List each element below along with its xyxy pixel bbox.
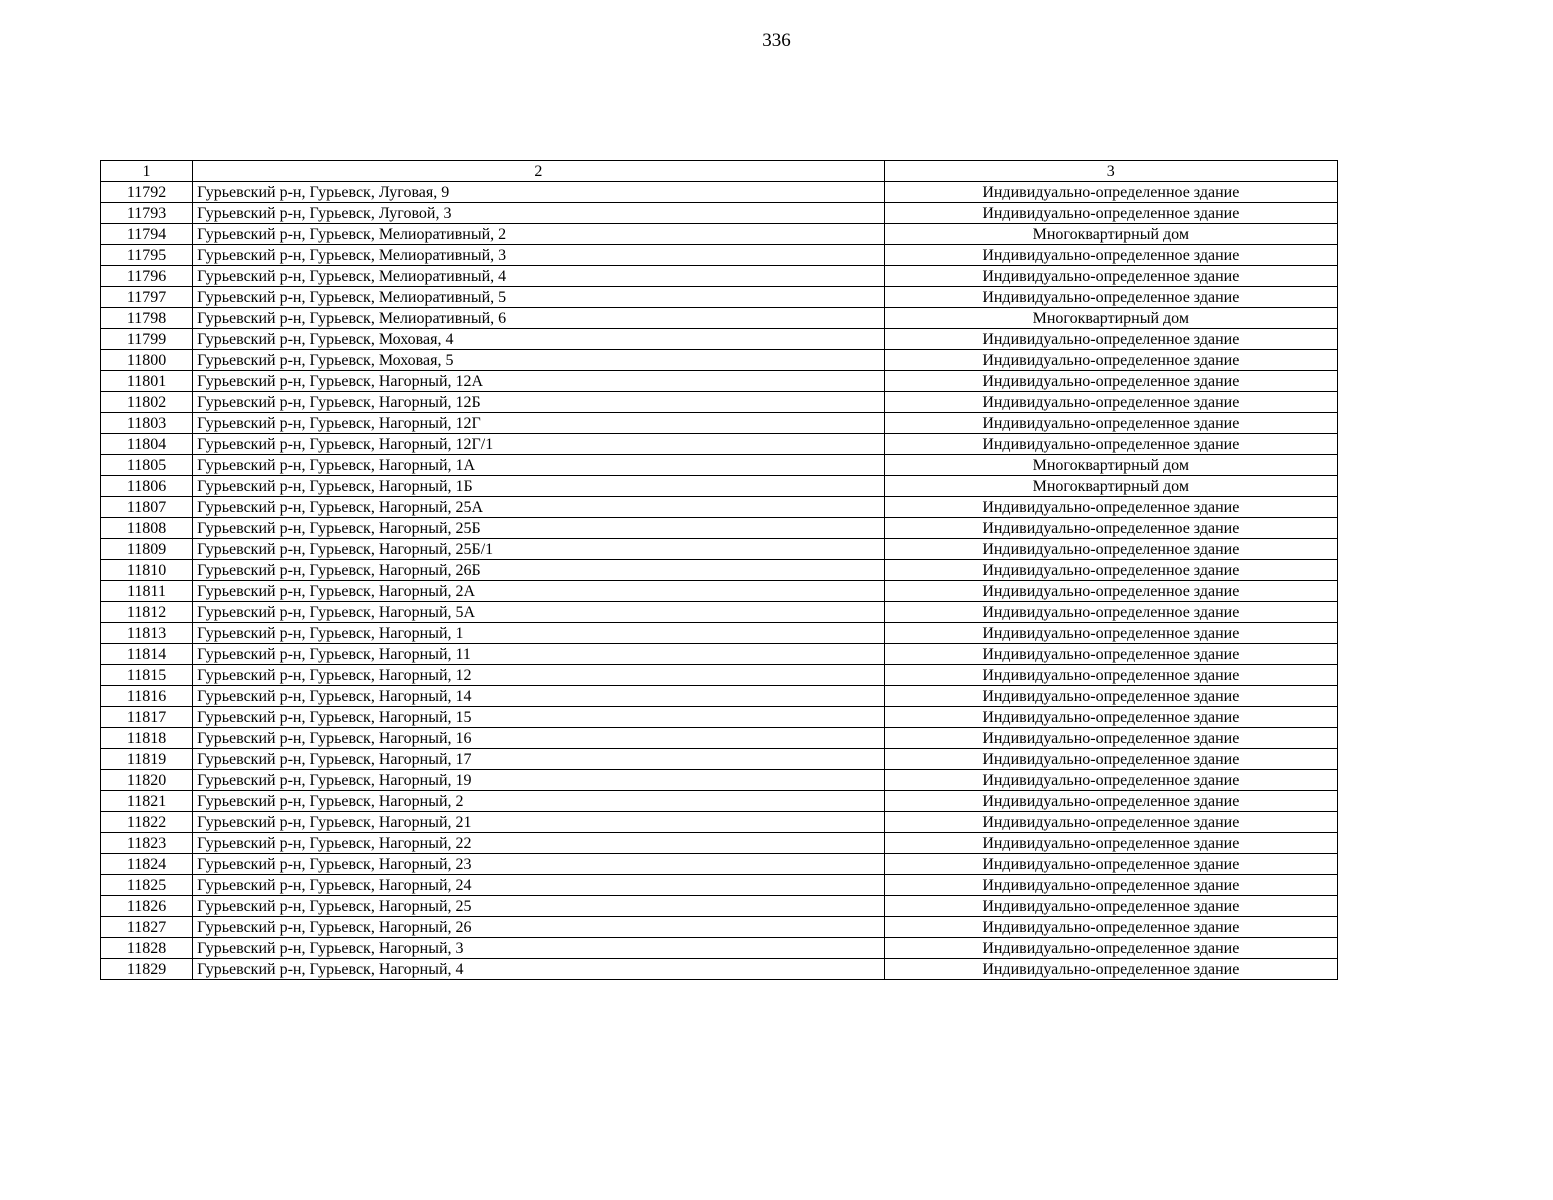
table-row — [101, 707, 1338, 728]
row-number-cell: 11808 — [101, 518, 193, 539]
table-row — [101, 371, 1338, 392]
building-type-cell: Индивидуально-определенное здание — [884, 413, 1337, 434]
row-number-cell: 11803 — [101, 413, 193, 434]
row-number-cell: 11819 — [101, 749, 193, 770]
address-cell: Гурьевский р-н, Гурьевск, Нагорный, 5А — [193, 602, 885, 623]
building-type-cell: Индивидуально-определенное здание — [884, 812, 1337, 833]
address-cell: Гурьевский р-н, Гурьевск, Нагорный, 25Б — [193, 518, 885, 539]
building-type-cell: Индивидуально-определенное здание — [884, 371, 1337, 392]
row-number-cell: 11801 — [101, 371, 193, 392]
row-number-cell: 11821 — [101, 791, 193, 812]
row-number-cell: 11810 — [101, 560, 193, 581]
table-row — [101, 917, 1338, 938]
address-cell: Гурьевский р-н, Гурьевск, Нагорный, 3 — [193, 938, 885, 959]
row-number-cell: 11820 — [101, 770, 193, 791]
table-body — [101, 161, 1338, 980]
row-number-cell: 11805 — [101, 455, 193, 476]
table-row — [101, 938, 1338, 959]
address-cell: Гурьевский р-н, Гурьевск, Мелиоративный, 3 — [193, 245, 885, 266]
table-row — [101, 392, 1338, 413]
registry-table — [100, 160, 1338, 980]
building-type-cell: Индивидуально-определенное здание — [884, 959, 1337, 980]
building-type-cell: Индивидуально-определенное здание — [884, 665, 1337, 686]
row-number-cell: 11794 — [101, 224, 193, 245]
table-row — [101, 203, 1338, 224]
table-row — [101, 728, 1338, 749]
row-number-cell: 11798 — [101, 308, 193, 329]
table-row — [101, 665, 1338, 686]
row-number-cell: 11800 — [101, 350, 193, 371]
row-number-cell: 11828 — [101, 938, 193, 959]
address-cell: Гурьевский р-н, Гурьевск, Моховая, 4 — [193, 329, 885, 350]
table-row — [101, 581, 1338, 602]
table-row — [101, 308, 1338, 329]
building-type-cell: Индивидуально-определенное здание — [884, 182, 1337, 203]
table-row — [101, 224, 1338, 245]
column-header-2: 2 — [193, 161, 885, 182]
column-header-1: 1 — [101, 161, 193, 182]
table-row — [101, 644, 1338, 665]
building-type-cell: Индивидуально-определенное здание — [884, 833, 1337, 854]
table-row — [101, 476, 1338, 497]
row-number-cell: 11797 — [101, 287, 193, 308]
address-cell: Гурьевский р-н, Гурьевск, Нагорный, 14 — [193, 686, 885, 707]
row-number-cell: 11807 — [101, 497, 193, 518]
table-row — [101, 602, 1338, 623]
row-number-cell: 11814 — [101, 644, 193, 665]
table-row — [101, 539, 1338, 560]
row-number-cell: 11793 — [101, 203, 193, 224]
row-number-cell: 11806 — [101, 476, 193, 497]
table-row — [101, 833, 1338, 854]
address-cell: Гурьевский р-н, Гурьевск, Нагорный, 12Г — [193, 413, 885, 434]
address-cell: Гурьевский р-н, Гурьевск, Нагорный, 1 — [193, 623, 885, 644]
address-cell: Гурьевский р-н, Гурьевск, Мелиоративный, 6 — [193, 308, 885, 329]
table-row — [101, 434, 1338, 455]
column-header-3: 3 — [884, 161, 1337, 182]
address-cell: Гурьевский р-н, Гурьевск, Нагорный, 11 — [193, 644, 885, 665]
building-type-cell: Индивидуально-определенное здание — [884, 266, 1337, 287]
address-cell: Гурьевский р-н, Гурьевск, Нагорный, 12 — [193, 665, 885, 686]
building-type-cell: Многоквартирный дом — [884, 224, 1337, 245]
building-type-cell: Индивидуально-определенное здание — [884, 854, 1337, 875]
building-type-cell: Индивидуально-определенное здание — [884, 245, 1337, 266]
address-cell: Гурьевский р-н, Гурьевск, Нагорный, 12Б — [193, 392, 885, 413]
row-number-cell: 11822 — [101, 812, 193, 833]
table-row — [101, 560, 1338, 581]
address-cell: Гурьевский р-н, Гурьевск, Нагорный, 12А — [193, 371, 885, 392]
table-row — [101, 812, 1338, 833]
building-type-cell: Многоквартирный дом — [884, 455, 1337, 476]
table-row — [101, 497, 1338, 518]
table-row — [101, 623, 1338, 644]
building-type-cell: Индивидуально-определенное здание — [884, 434, 1337, 455]
row-number-cell: 11813 — [101, 623, 193, 644]
building-type-cell: Индивидуально-определенное здание — [884, 686, 1337, 707]
row-number-cell: 11799 — [101, 329, 193, 350]
table-row — [101, 329, 1338, 350]
row-number-cell: 11792 — [101, 182, 193, 203]
address-cell: Гурьевский р-н, Гурьевск, Луговая, 9 — [193, 182, 885, 203]
table-row — [101, 182, 1338, 203]
address-cell: Гурьевский р-н, Гурьевск, Нагорный, 4 — [193, 959, 885, 980]
address-cell: Гурьевский р-н, Гурьевск, Мелиоративный, 4 — [193, 266, 885, 287]
address-cell: Гурьевский р-н, Гурьевск, Нагорный, 26 — [193, 917, 885, 938]
address-cell: Гурьевский р-н, Гурьевск, Нагорный, 16 — [193, 728, 885, 749]
building-type-cell: Индивидуально-определенное здание — [884, 329, 1337, 350]
page-number: 336 — [762, 30, 791, 51]
address-cell: Гурьевский р-н, Гурьевск, Луговой, 3 — [193, 203, 885, 224]
row-number-cell: 11826 — [101, 896, 193, 917]
table-row — [101, 770, 1338, 791]
address-cell: Гурьевский р-н, Гурьевск, Нагорный, 17 — [193, 749, 885, 770]
address-cell: Гурьевский р-н, Гурьевск, Нагорный, 25Б/1 — [193, 539, 885, 560]
address-cell: Гурьевский р-н, Гурьевск, Нагорный, 15 — [193, 707, 885, 728]
address-cell: Гурьевский р-н, Гурьевск, Нагорный, 21 — [193, 812, 885, 833]
row-number-cell: 11796 — [101, 266, 193, 287]
table-row — [101, 266, 1338, 287]
address-cell: Гурьевский р-н, Гурьевск, Мелиоративный, 5 — [193, 287, 885, 308]
building-type-cell: Индивидуально-определенное здание — [884, 581, 1337, 602]
row-number-cell: 11804 — [101, 434, 193, 455]
row-number-cell: 11809 — [101, 539, 193, 560]
table-row — [101, 896, 1338, 917]
table-row — [101, 791, 1338, 812]
building-type-cell: Индивидуально-определенное здание — [884, 896, 1337, 917]
table-row — [101, 518, 1338, 539]
address-cell: Гурьевский р-н, Гурьевск, Нагорный, 25А — [193, 497, 885, 518]
address-cell: Гурьевский р-н, Гурьевск, Нагорный, 1А — [193, 455, 885, 476]
address-cell: Гурьевский р-н, Гурьевск, Нагорный, 24 — [193, 875, 885, 896]
row-number-cell: 11812 — [101, 602, 193, 623]
row-number-cell: 11795 — [101, 245, 193, 266]
address-cell: Гурьевский р-н, Гурьевск, Нагорный, 19 — [193, 770, 885, 791]
address-cell: Гурьевский р-н, Гурьевск, Мелиоративный, 2 — [193, 224, 885, 245]
building-type-cell: Индивидуально-определенное здание — [884, 518, 1337, 539]
table-row — [101, 455, 1338, 476]
row-number-cell: 11816 — [101, 686, 193, 707]
building-type-cell: Индивидуально-определенное здание — [884, 875, 1337, 896]
building-type-cell: Индивидуально-определенное здание — [884, 392, 1337, 413]
address-cell: Гурьевский р-н, Гурьевск, Нагорный, 26Б — [193, 560, 885, 581]
address-cell: Гурьевский р-н, Гурьевск, Моховая, 5 — [193, 350, 885, 371]
building-type-cell: Индивидуально-определенное здание — [884, 644, 1337, 665]
table-row — [101, 245, 1338, 266]
row-number-cell: 11829 — [101, 959, 193, 980]
address-cell: Гурьевский р-н, Гурьевск, Нагорный, 2А — [193, 581, 885, 602]
building-type-cell: Многоквартирный дом — [884, 308, 1337, 329]
building-type-cell: Индивидуально-определенное здание — [884, 728, 1337, 749]
building-type-cell: Индивидуально-определенное здание — [884, 938, 1337, 959]
building-type-cell: Индивидуально-определенное здание — [884, 770, 1337, 791]
address-cell: Гурьевский р-н, Гурьевск, Нагорный, 23 — [193, 854, 885, 875]
address-cell: Гурьевский р-н, Гурьевск, Нагорный, 1Б — [193, 476, 885, 497]
row-number-cell: 11827 — [101, 917, 193, 938]
building-type-cell: Индивидуально-определенное здание — [884, 623, 1337, 644]
table-row — [101, 287, 1338, 308]
building-type-cell: Индивидуально-определенное здание — [884, 497, 1337, 518]
building-type-cell: Индивидуально-определенное здание — [884, 350, 1337, 371]
table-row — [101, 413, 1338, 434]
row-number-cell: 11802 — [101, 392, 193, 413]
building-type-cell: Индивидуально-определенное здание — [884, 539, 1337, 560]
row-number-cell: 11823 — [101, 833, 193, 854]
table-row — [101, 350, 1338, 371]
building-type-cell: Индивидуально-определенное здание — [884, 749, 1337, 770]
building-type-cell: Индивидуально-определенное здание — [884, 791, 1337, 812]
address-cell: Гурьевский р-н, Гурьевск, Нагорный, 25 — [193, 896, 885, 917]
row-number-cell: 11824 — [101, 854, 193, 875]
building-type-cell: Индивидуально-определенное здание — [884, 203, 1337, 224]
table-header-row — [101, 161, 1338, 182]
row-number-cell: 11825 — [101, 875, 193, 896]
building-type-cell: Индивидуально-определенное здание — [884, 287, 1337, 308]
building-type-cell: Индивидуально-определенное здание — [884, 602, 1337, 623]
table-row — [101, 875, 1338, 896]
row-number-cell: 11817 — [101, 707, 193, 728]
building-type-cell: Индивидуально-определенное здание — [884, 917, 1337, 938]
table-row — [101, 959, 1338, 980]
building-type-cell: Индивидуально-определенное здание — [884, 707, 1337, 728]
building-type-cell: Индивидуально-определенное здание — [884, 560, 1337, 581]
row-number-cell: 11818 — [101, 728, 193, 749]
building-type-cell: Многоквартирный дом — [884, 476, 1337, 497]
row-number-cell: 11811 — [101, 581, 193, 602]
address-cell: Гурьевский р-н, Гурьевск, Нагорный, 22 — [193, 833, 885, 854]
address-cell: Гурьевский р-н, Гурьевск, Нагорный, 12Г/1 — [193, 434, 885, 455]
table-row — [101, 749, 1338, 770]
address-cell: Гурьевский р-н, Гурьевск, Нагорный, 2 — [193, 791, 885, 812]
table-row — [101, 686, 1338, 707]
table-row — [101, 854, 1338, 875]
row-number-cell: 11815 — [101, 665, 193, 686]
